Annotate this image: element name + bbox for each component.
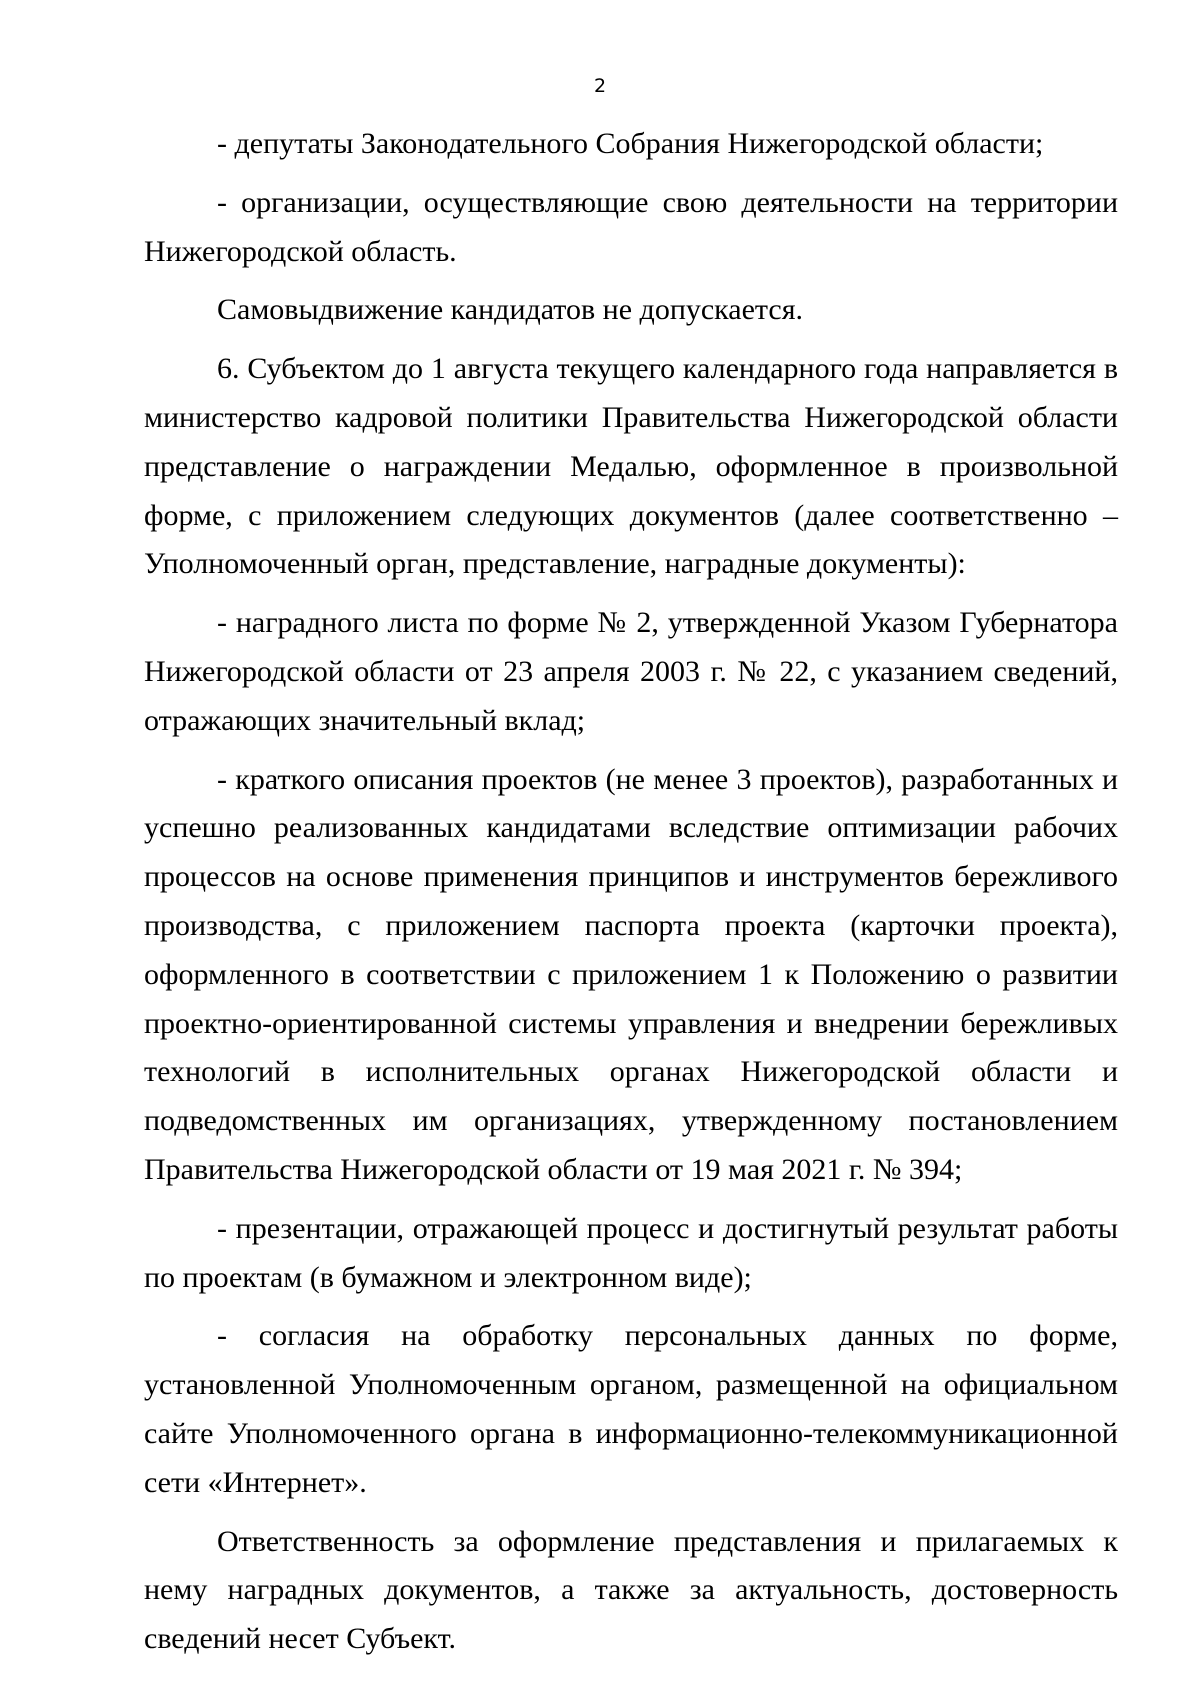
paragraph-self-nomination: Самовыдвижение кандидатов не допускается. bbox=[217, 293, 804, 327]
paragraph-project-description: - краткого описания проектов (не менее 3 проектов), разработанных и успешно реализованных кандидатами вследствие оптимизации рабочих процессов на основе применения принципов и инструментов бережливого производства, с приложением паспорта проекта (карточки проекта), оформленного в соответствии с приложением 1 к Положению о развитии проектно-ориентированной системы управления и внедрении бережливых технологий в исполнительных органах Нижегородской области и подведомственных им организациях, утвержденному постановлением Правительства Нижегородской области от 19 мая 2021 г. № 394; bbox=[144, 762, 1118, 1186]
paragraph-item-6: 6. Субъектом до 1 августа текущего календарного года направляется в министерство кадровой политики Правительства Нижегородской области представление о награждении Медалью, оформленное в произвольной форме, с приложением следующих документов (далее соответственно – Уполномоченный орган, представление, наградные документы): bbox=[144, 352, 1118, 581]
document-body bbox=[144, 120, 1118, 1664]
paragraph-award-sheet: - наградного листа по форме № 2, утвержденной Указом Губернатора Нижегородской области от 23 апреля 2003 г. № 22, с указанием сведений, отражающих значительный вклад; bbox=[144, 606, 1118, 737]
paragraph-deputies: - депутаты Законодательного Собрания Нижегородской области; bbox=[217, 127, 1044, 160]
page-number: 2 bbox=[593, 75, 607, 97]
paragraph-organizations: - организации, осуществляющие свою деятельности на территории Нижегородской область. bbox=[144, 185, 1118, 268]
paragraph-consent: - согласия на обработку персональных данных по форме, установленной Уполномоченным органом, размещенной на официальном сайте Уполномоченного органа в информационно-телекоммуникационной сети «Интернет». bbox=[144, 1319, 1118, 1499]
paragraph-presentation: - презентации, отражающей процесс и достигнутый результат работы по проектам (в бумажном и электронном виде); bbox=[144, 1211, 1118, 1294]
paragraph-responsibility: Ответственность за оформление представления и прилагаемых к нему наградных документов, а также за актуальность, достоверность сведений несет Субъект. bbox=[144, 1524, 1118, 1656]
